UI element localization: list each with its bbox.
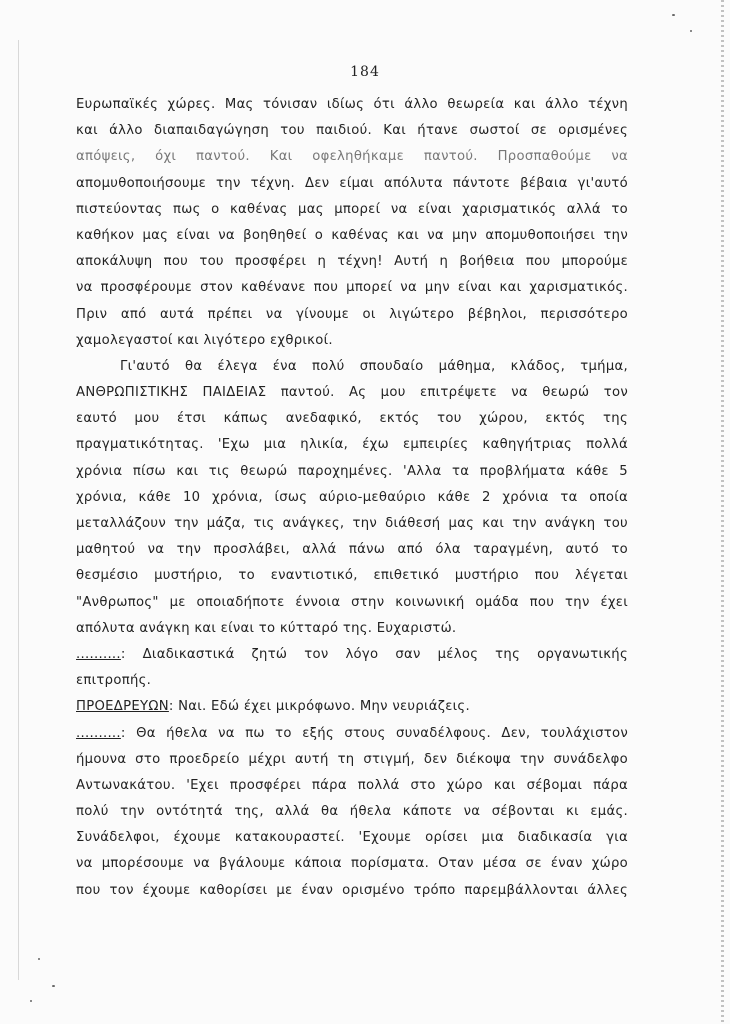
speaker-line — [76, 694, 628, 720]
text-fragment: : Θα ήθελα να πω το εξής στους συναδέλφους. Δεν, τουλάχιστον — [120, 725, 628, 741]
page-number: 184 — [350, 64, 380, 80]
document-body — [76, 92, 628, 904]
text-line: εαυτό μου έτσι κάπως ανεδαφικό, εκτός του χώρου, εκτός της — [76, 411, 628, 427]
text-line: Αντωνακάτου. 'Εχει προσφέρει πάρα πολλά στο χώρο και σέβομαι πάρα — [76, 777, 628, 793]
scan-speck — [672, 14, 675, 16]
scan-speck — [52, 985, 55, 987]
text-line: Συνάδελφοι, έχουμε κατακουραστεί. 'Εχουμε ορίσει μια διαδικασία για — [76, 830, 628, 846]
text-line: μεταλλάζουν την μάζα, τις ανάγκες, την διάθεσή μας και την ανάγκη του — [76, 516, 628, 531]
speaker-name: .......... — [76, 646, 121, 662]
text-line: μαθητού να την προσλάβει, αλλά πάνω από όλα ταραγμένη, αυτό το — [76, 542, 628, 558]
text-line: ήμουνα στο προεδρείο μέχρι αυτή τη στιγμή, δεν διέκοψα την συνάδελφο — [76, 751, 628, 767]
text-line: χαμολεγαστοί και λιγότερο εχθρικοί. — [76, 332, 333, 348]
text-line: θεσμέσιο μυστήριο, το εναντιοτικό, επιθετικό μυστήριο που λέγεται — [76, 568, 628, 584]
text-line: καθήκον μας είναι να βοηθηθεί ο καθένας και να μην απομυθοποιήσει την — [76, 227, 628, 243]
scan-edge-left — [18, 40, 19, 980]
text-line: επιτροπής. — [76, 673, 152, 689]
text-line: Γι'αυτό θα έλεγα ένα πολύ σπουδαίο μάθημα, κλάδος, τμήμα, — [120, 358, 628, 374]
text-line: και άλλο διαπαιδαγώγηση του παιδιού. Και ήτανε σωστοί σε ορισμένες — [76, 123, 628, 139]
scan-speck — [690, 30, 692, 32]
scan-speck — [30, 1000, 32, 1002]
speaker-line — [76, 721, 628, 747]
scan-speck — [38, 958, 40, 960]
text-line: να προσφέρουμε στον καθένανε που μπορεί να μην είναι και χαρισματικός. — [76, 280, 628, 296]
text-fragment: : Ναι. Εδώ έχει μικρόφωνο. Μην νευριάζεις. — [168, 699, 470, 715]
text-line: απόψεις, όχι παντού. Και οφεληθήκαμε παντού. Προσπαθούμε να — [76, 149, 628, 165]
text-fragment: : Διαδικαστικά ζητώ τον λόγο σαν μέλος της οργανωτικής — [120, 646, 628, 662]
text-line: "Ανθρωπος" με οποιαδήποτε έννοια στην κοινωνική ομάδα που την έχει — [76, 594, 628, 610]
speaker-line — [76, 642, 628, 668]
text-line: αποκάλυψη που του προσφέρει η τέχνη! Αυτή η βοήθεια που μπορούμε — [76, 254, 628, 270]
text-line: χρόνια, κάθε 10 χρόνια, ίσως αύριο-μεθαύριο κάθε 2 χρόνια τα οποία — [76, 489, 628, 505]
text-line: ΑΝΘΡΩΠΙΣΤΙΚΗΣ ΠΑΙΔΕΙΑΣ παντού. Ας μου επιτρέψετε να θεωρώ τον — [76, 385, 628, 401]
text-line: απομυθοποιήσουμε την τέχνη. Δεν είμαι απόλυτα πάντοτε βέβαια γι'αυτό — [76, 175, 628, 191]
text-line: χρόνια πίσω και τις θεωρώ παροχημένες. 'Αλλα τα προβλήματα κάθε 5 — [76, 463, 628, 479]
text-line: Ευρωπαϊκές χώρες. Μας τόνισαν ιδίως ότι άλλο θεωρεία και άλλο τέχνη — [76, 97, 628, 112]
text-line: Πριν από αυτά πρέπει να γίνουμε οι λιγώτερο βέβηλοι, περισσότερο — [76, 306, 628, 322]
speaker-name: ΠΡΟΕΔΡΕΥΩΝ — [76, 699, 169, 715]
text-line: που τον έχουμε καθορίσει με έναν ορισμένο τρόπο παρεμβάλλονται άλλες — [76, 882, 628, 898]
text-line: να μπορέσουμε να βγάλουμε κάποια πορίσματα. Οταν μέσα σε έναν χώρο — [76, 856, 628, 872]
text-line: πιστεύοντας πως ο καθένας μας μπορεί να είναι χαρισματικός αλλά το — [76, 201, 628, 217]
speaker-name: .......... — [76, 725, 121, 741]
text-line: πραγματικότητας. 'Εχω μια ηλικία, έχω εμπειρίες καθηγήτριας πολλά — [76, 437, 628, 453]
text-line: πολύ την οντότητά της, αλλά θα ήθελα κάποτε να σέβονται κι εμάς. — [76, 804, 628, 820]
text-line: απόλυτα ανάγκη και είναι το κύτταρό της. Ευχαριστώ. — [76, 620, 457, 636]
scan-edge-right — [721, 0, 724, 1024]
